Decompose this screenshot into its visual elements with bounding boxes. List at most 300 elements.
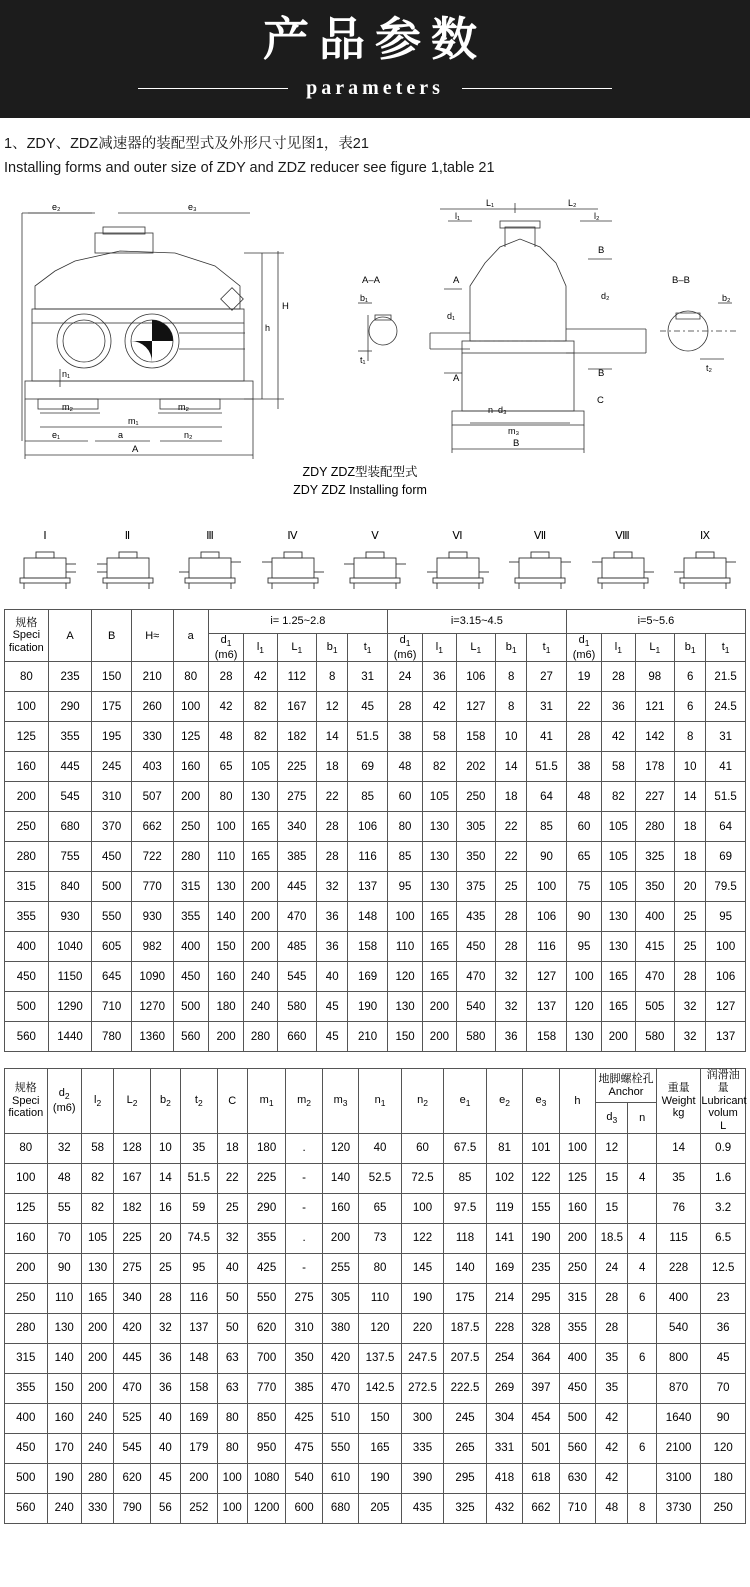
table-cell: 76 bbox=[656, 1193, 701, 1223]
form-label: Ⅸ bbox=[699, 529, 711, 542]
table-cell: 1270 bbox=[131, 992, 173, 1022]
table-cell: 165 bbox=[81, 1283, 113, 1313]
table-cell: 100 bbox=[173, 692, 208, 722]
table-cell: 710 bbox=[92, 992, 132, 1022]
table-cell: 770 bbox=[131, 872, 173, 902]
table-cell: 70 bbox=[701, 1373, 746, 1403]
table-cell: 580 bbox=[456, 1022, 496, 1052]
table-cell: 48 bbox=[387, 752, 422, 782]
table-cell: 41 bbox=[527, 722, 567, 752]
table-cell: 160 bbox=[173, 752, 208, 782]
table-cell: 36 bbox=[317, 932, 348, 962]
table-cell: 340 bbox=[114, 1283, 150, 1313]
form-label: Ⅳ bbox=[287, 529, 298, 542]
table-row bbox=[5, 1373, 746, 1403]
header-specification: 规格 Speci fication bbox=[5, 1069, 48, 1133]
table-cell: 325 bbox=[444, 1493, 487, 1523]
svg-text:h: h bbox=[265, 322, 271, 333]
table-cell: 620 bbox=[114, 1463, 150, 1493]
header-d1-g1: $d_1$ (m6) bbox=[208, 633, 243, 662]
svg-text:m₁: m₁ bbox=[128, 415, 139, 426]
table-cell: 42 bbox=[208, 692, 243, 722]
table-row bbox=[5, 1403, 746, 1433]
row-specification: 500 bbox=[5, 992, 49, 1022]
svg-text:e₁: e₁ bbox=[52, 429, 61, 440]
table-cell: 165 bbox=[244, 842, 277, 872]
table-cell: 15 bbox=[596, 1163, 628, 1193]
table-cell: 52.5 bbox=[359, 1163, 402, 1193]
table-cell: 158 bbox=[181, 1373, 217, 1403]
table-cell: 130 bbox=[208, 872, 243, 902]
table-row bbox=[5, 782, 746, 812]
banner-rule-right bbox=[462, 88, 612, 89]
table-cell: 32 bbox=[47, 1133, 81, 1163]
svg-text:n₂: n₂ bbox=[184, 429, 193, 440]
table-cell: 51.5 bbox=[348, 722, 388, 752]
table-cell: 28 bbox=[208, 662, 243, 692]
dimensions-table-2 bbox=[4, 1068, 746, 1523]
table-cell: 22 bbox=[496, 812, 527, 842]
table-cell: 58 bbox=[423, 722, 456, 752]
header-n2: $n_2$ bbox=[401, 1069, 444, 1133]
table-cell: 1.6 bbox=[701, 1163, 746, 1193]
table-cell: 24.5 bbox=[706, 692, 746, 722]
table-cell: 81 bbox=[486, 1133, 522, 1163]
table2-header-row-1 bbox=[5, 1069, 746, 1103]
table-cell: 545 bbox=[277, 962, 317, 992]
header-t1-g3: $t_1$ bbox=[706, 633, 746, 662]
table-cell: 722 bbox=[131, 842, 173, 872]
table-cell: 65 bbox=[359, 1193, 402, 1223]
table-cell: 130 bbox=[423, 842, 456, 872]
banner-rule-left bbox=[138, 88, 288, 89]
row-specification: 80 bbox=[5, 662, 49, 692]
table-cell: 80 bbox=[217, 1403, 247, 1433]
page-title: 产品参数 bbox=[263, 12, 487, 66]
table-cell: 116 bbox=[181, 1283, 217, 1313]
table-cell bbox=[628, 1133, 656, 1163]
table-cell: 127 bbox=[456, 692, 496, 722]
table-cell: 200 bbox=[244, 932, 277, 962]
table-cell: 1200 bbox=[247, 1493, 285, 1523]
table-row bbox=[5, 902, 746, 932]
svg-text:B–B: B–B bbox=[672, 274, 690, 286]
table-cell: 141 bbox=[486, 1223, 522, 1253]
intro-block bbox=[0, 118, 750, 187]
table-cell: 42 bbox=[244, 662, 277, 692]
table-cell: 470 bbox=[322, 1373, 358, 1403]
table-cell: 25 bbox=[496, 872, 527, 902]
svg-text:L₁: L₁ bbox=[486, 197, 495, 208]
table-row bbox=[5, 842, 746, 872]
row-specification: 315 bbox=[5, 872, 49, 902]
table-cell: 210 bbox=[131, 662, 173, 692]
table-cell: 280 bbox=[635, 812, 675, 842]
table-row bbox=[5, 1223, 746, 1253]
row-specification: 80 bbox=[5, 1133, 48, 1163]
table-row bbox=[5, 872, 746, 902]
table-cell: 69 bbox=[706, 842, 746, 872]
table-cell: 90 bbox=[701, 1403, 746, 1433]
svg-text:H: H bbox=[282, 300, 289, 312]
table-cell: 82 bbox=[81, 1193, 113, 1223]
table-cell: 130 bbox=[81, 1253, 113, 1283]
table-cell: 14 bbox=[675, 782, 706, 812]
table-cell: 82 bbox=[244, 722, 277, 752]
table-cell: - bbox=[286, 1193, 322, 1223]
form-label: Ⅱ bbox=[124, 529, 131, 542]
table-cell: 82 bbox=[81, 1163, 113, 1193]
table-cell: 21.5 bbox=[706, 662, 746, 692]
table-cell: 42 bbox=[602, 722, 635, 752]
group-header-i1: i= 1.25~2.8 bbox=[208, 609, 387, 633]
form-label: Ⅷ bbox=[615, 529, 630, 542]
table-cell: 22 bbox=[566, 692, 601, 722]
table-cell: 40 bbox=[150, 1403, 180, 1433]
figure-caption-en: ZDY ZDZ Installing form bbox=[293, 483, 427, 497]
table-cell: 55 bbox=[47, 1193, 81, 1223]
table-cell: 63 bbox=[217, 1343, 247, 1373]
table-cell: 73 bbox=[359, 1223, 402, 1253]
table-cell: 31 bbox=[527, 692, 567, 722]
table-cell: 304 bbox=[486, 1403, 522, 1433]
table-cell: 51.5 bbox=[706, 782, 746, 812]
table-cell: 140 bbox=[322, 1163, 358, 1193]
table-cell: 187.5 bbox=[444, 1313, 487, 1343]
banner-subtitle: parameters bbox=[306, 76, 444, 99]
table-cell: 445 bbox=[277, 872, 317, 902]
table-cell: 165 bbox=[423, 902, 456, 932]
table-cell: 220 bbox=[401, 1313, 444, 1343]
table-cell: 245 bbox=[92, 752, 132, 782]
table-cell: 165 bbox=[359, 1433, 402, 1463]
table-cell: 3100 bbox=[656, 1463, 701, 1493]
table-cell: 41 bbox=[706, 752, 746, 782]
table-row bbox=[5, 1463, 746, 1493]
table-cell: 280 bbox=[173, 842, 208, 872]
table-cell: 290 bbox=[48, 692, 92, 722]
table-cell: 101 bbox=[523, 1133, 559, 1163]
intro-line-en: Installing forms and outer size of ZDY and ZDZ reducer see figure 1,table 21 bbox=[4, 160, 495, 177]
table-row bbox=[5, 1283, 746, 1313]
table-cell: 870 bbox=[656, 1373, 701, 1403]
table-cell: 14 bbox=[496, 752, 527, 782]
table-cell bbox=[628, 1403, 656, 1433]
header-L2: $L_2$ bbox=[114, 1069, 150, 1133]
installing-form-item bbox=[423, 529, 493, 597]
table-cell: 275 bbox=[277, 782, 317, 812]
table-cell: 182 bbox=[114, 1193, 150, 1223]
header-e3: $e_3$ bbox=[523, 1069, 559, 1133]
table-cell: 106 bbox=[456, 662, 496, 692]
header-d2: $d_2$ (m6) bbox=[47, 1069, 81, 1133]
table-cell: 32 bbox=[675, 1022, 706, 1052]
table-cell: 24 bbox=[387, 662, 422, 692]
table-cell: 97.5 bbox=[444, 1193, 487, 1223]
table-cell: 190 bbox=[523, 1223, 559, 1253]
svg-text:t₂: t₂ bbox=[706, 362, 712, 373]
table-cell: 265 bbox=[444, 1433, 487, 1463]
table-cell: 36 bbox=[317, 902, 348, 932]
table-cell: 420 bbox=[322, 1343, 358, 1373]
table-cell: 235 bbox=[523, 1253, 559, 1283]
table-row bbox=[5, 722, 746, 752]
table-row bbox=[5, 1433, 746, 1463]
table-cell: 148 bbox=[348, 902, 388, 932]
table-cell: 125 bbox=[559, 1163, 595, 1193]
table-cell: 142 bbox=[635, 722, 675, 752]
table-row bbox=[5, 932, 746, 962]
table-cell: 500 bbox=[173, 992, 208, 1022]
svg-text:L₂: L₂ bbox=[568, 197, 577, 208]
installing-forms-strip bbox=[0, 521, 750, 609]
table-cell: 330 bbox=[131, 722, 173, 752]
table-cell: 67.5 bbox=[444, 1133, 487, 1163]
table-cell: 228 bbox=[486, 1313, 522, 1343]
table-cell: 150 bbox=[47, 1373, 81, 1403]
table-cell: 137 bbox=[527, 992, 567, 1022]
table-cell: 550 bbox=[322, 1433, 358, 1463]
table-cell: 105 bbox=[244, 752, 277, 782]
table-cell: 300 bbox=[401, 1403, 444, 1433]
table-cell: 140 bbox=[444, 1253, 487, 1283]
table-cell: 31 bbox=[706, 722, 746, 752]
header-b1-g1: $b_1$ bbox=[317, 633, 348, 662]
table-cell: 662 bbox=[131, 812, 173, 842]
table-cell: 42 bbox=[423, 692, 456, 722]
table-cell: 42 bbox=[596, 1433, 628, 1463]
table-cell: 90 bbox=[566, 902, 601, 932]
table-cell: 240 bbox=[81, 1433, 113, 1463]
svg-text:B: B bbox=[598, 367, 605, 379]
table-cell: 250 bbox=[701, 1493, 746, 1523]
table-cell: 82 bbox=[244, 692, 277, 722]
table-cell: 445 bbox=[114, 1343, 150, 1373]
table-cell: 418 bbox=[486, 1463, 522, 1493]
table-cell: - bbox=[286, 1253, 322, 1283]
table-cell: 580 bbox=[277, 992, 317, 1022]
table-cell: 8 bbox=[628, 1493, 656, 1523]
table-cell: 95 bbox=[566, 932, 601, 962]
table-cell: 95 bbox=[387, 872, 422, 902]
svg-text:l₂: l₂ bbox=[594, 210, 600, 221]
table-cell: 160 bbox=[322, 1193, 358, 1223]
row-specification: 125 bbox=[5, 1193, 48, 1223]
row-specification: 355 bbox=[5, 902, 49, 932]
row-specification: 100 bbox=[5, 692, 49, 722]
table-cell: 36 bbox=[602, 692, 635, 722]
table-cell: 330 bbox=[81, 1493, 113, 1523]
table-cell: 165 bbox=[423, 932, 456, 962]
table-cell: 167 bbox=[277, 692, 317, 722]
table-cell: 48 bbox=[596, 1493, 628, 1523]
table-cell: 35 bbox=[656, 1163, 701, 1193]
table-cell: 45 bbox=[317, 992, 348, 1022]
table-cell: 200 bbox=[559, 1223, 595, 1253]
table-cell bbox=[628, 1313, 656, 1343]
header-d1-g3: $d_1$ (m6) bbox=[566, 633, 601, 662]
table-cell: 120 bbox=[701, 1433, 746, 1463]
table-cell: 18 bbox=[675, 842, 706, 872]
table-cell: 35 bbox=[181, 1133, 217, 1163]
row-specification: 500 bbox=[5, 1463, 48, 1493]
table-cell: 247.5 bbox=[401, 1343, 444, 1373]
table-cell: 15 bbox=[596, 1193, 628, 1223]
table-cell: 450 bbox=[456, 932, 496, 962]
table-cell: 110 bbox=[359, 1283, 402, 1313]
table-cell: 680 bbox=[48, 812, 92, 842]
table-cell: 160 bbox=[47, 1403, 81, 1433]
table-cell: 190 bbox=[47, 1463, 81, 1493]
table-cell: 100 bbox=[401, 1193, 444, 1223]
table-cell: 400 bbox=[635, 902, 675, 932]
table-cell: 169 bbox=[348, 962, 388, 992]
svg-text:A–A: A–A bbox=[362, 274, 380, 286]
header-t1-g2: $t_1$ bbox=[527, 633, 567, 662]
table-cell: 120 bbox=[322, 1133, 358, 1163]
table-cell: 397 bbox=[523, 1373, 559, 1403]
table-cell: 28 bbox=[566, 722, 601, 752]
table-cell: 20 bbox=[150, 1223, 180, 1253]
table-cell: . bbox=[286, 1133, 322, 1163]
table-cell bbox=[628, 1193, 656, 1223]
table-cell: 25 bbox=[675, 932, 706, 962]
table-cell: 85 bbox=[527, 812, 567, 842]
table-cell: 115 bbox=[656, 1223, 701, 1253]
table-cell: 64 bbox=[527, 782, 567, 812]
table-cell: 72.5 bbox=[401, 1163, 444, 1193]
table-cell: 710 bbox=[559, 1493, 595, 1523]
svg-text:A: A bbox=[132, 443, 139, 455]
table-cell: 620 bbox=[247, 1313, 285, 1343]
table-cell: 510 bbox=[322, 1403, 358, 1433]
table-cell: 8 bbox=[496, 662, 527, 692]
table-cell: 295 bbox=[444, 1463, 487, 1493]
table-cell: 40 bbox=[217, 1253, 247, 1283]
table-cell: 175 bbox=[92, 692, 132, 722]
table-cell: 50 bbox=[217, 1283, 247, 1313]
table-cell: 200 bbox=[423, 992, 456, 1022]
header-l2: $l_2$ bbox=[81, 1069, 113, 1133]
table-cell: 110 bbox=[208, 842, 243, 872]
header-l1-g3: $l_1$ bbox=[602, 633, 635, 662]
table-cell: . bbox=[286, 1223, 322, 1253]
table-cell: 105 bbox=[602, 842, 635, 872]
table-cell: 165 bbox=[244, 812, 277, 842]
svg-text:d₂: d₂ bbox=[601, 290, 610, 301]
table-cell: 240 bbox=[47, 1493, 81, 1523]
header-e2: $e_2$ bbox=[486, 1069, 522, 1133]
table-cell: 950 bbox=[247, 1433, 285, 1463]
table-cell: 2100 bbox=[656, 1433, 701, 1463]
table-cell: 450 bbox=[92, 842, 132, 872]
page-banner bbox=[0, 0, 750, 118]
table-cell: 540 bbox=[286, 1463, 322, 1493]
table-cell: 850 bbox=[247, 1403, 285, 1433]
table-cell: 605 bbox=[92, 932, 132, 962]
table-cell: 214 bbox=[486, 1283, 522, 1313]
table-cell: 10 bbox=[496, 722, 527, 752]
table-cell: 1440 bbox=[48, 1022, 92, 1052]
header-l1-g2: $l_1$ bbox=[423, 633, 456, 662]
table-cell: 6 bbox=[675, 662, 706, 692]
figure-area bbox=[0, 191, 750, 521]
table-cell: 140 bbox=[47, 1343, 81, 1373]
table-row bbox=[5, 962, 746, 992]
table-cell: 500 bbox=[559, 1403, 595, 1433]
table-cell: 170 bbox=[47, 1433, 81, 1463]
table-cell: 315 bbox=[559, 1283, 595, 1313]
table-cell: 630 bbox=[559, 1463, 595, 1493]
table-cell: 100 bbox=[706, 932, 746, 962]
header-d3: $d_3$ bbox=[596, 1103, 628, 1134]
table-cell bbox=[628, 1373, 656, 1403]
table-cell: 95 bbox=[181, 1253, 217, 1283]
table-cell: 51.5 bbox=[181, 1163, 217, 1193]
table-cell: 445 bbox=[48, 752, 92, 782]
table-cell: 18.5 bbox=[596, 1223, 628, 1253]
table-cell: 169 bbox=[486, 1253, 522, 1283]
table-cell: 660 bbox=[277, 1022, 317, 1052]
table-cell: 130 bbox=[602, 932, 635, 962]
header-L1-g2: $L_1$ bbox=[456, 633, 496, 662]
group-header-i3: i=5~5.6 bbox=[566, 609, 745, 633]
table-cell: 180 bbox=[701, 1463, 746, 1493]
table-cell: 45 bbox=[150, 1463, 180, 1493]
header-h: h bbox=[559, 1069, 595, 1133]
table-cell: 28 bbox=[150, 1283, 180, 1313]
table-cell: 80 bbox=[359, 1253, 402, 1283]
table-cell: 435 bbox=[401, 1493, 444, 1523]
table-cell: 118 bbox=[444, 1223, 487, 1253]
table-cell: 90 bbox=[47, 1253, 81, 1283]
dimensions-table-1 bbox=[4, 609, 746, 1053]
table-cell: 225 bbox=[247, 1163, 285, 1193]
table-cell: 14 bbox=[150, 1163, 180, 1193]
table-cell: 120 bbox=[359, 1313, 402, 1343]
table-cell: 550 bbox=[92, 902, 132, 932]
table-cell: 130 bbox=[423, 872, 456, 902]
installing-form-item bbox=[505, 529, 575, 597]
reducer-drawing bbox=[0, 191, 750, 491]
form-label: Ⅶ bbox=[533, 529, 547, 542]
svg-text:A: A bbox=[453, 274, 460, 286]
table-cell: 545 bbox=[114, 1433, 150, 1463]
svg-text:A: A bbox=[453, 372, 460, 384]
svg-text:t₁: t₁ bbox=[360, 354, 366, 365]
table-cell: 205 bbox=[359, 1493, 402, 1523]
table-cell: 28 bbox=[317, 812, 348, 842]
header-b2: $b_2$ bbox=[150, 1069, 180, 1133]
header-e1: $e_1$ bbox=[444, 1069, 487, 1133]
table-cell: 420 bbox=[114, 1313, 150, 1343]
table-cell: 16 bbox=[150, 1193, 180, 1223]
table-cell: 200 bbox=[322, 1223, 358, 1253]
row-specification: 450 bbox=[5, 962, 49, 992]
table-cell: 130 bbox=[423, 812, 456, 842]
header-n: n bbox=[628, 1103, 656, 1134]
svg-text:n–d₃: n–d₃ bbox=[488, 404, 507, 415]
table-cell: 32 bbox=[675, 992, 706, 1022]
table-cell: 48 bbox=[566, 782, 601, 812]
header-t1-g1: $t_1$ bbox=[348, 633, 388, 662]
table-cell: 110 bbox=[387, 932, 422, 962]
table-row bbox=[5, 1163, 746, 1193]
table-cell: 3.2 bbox=[701, 1193, 746, 1223]
table-cell: 122 bbox=[523, 1163, 559, 1193]
header-a: a bbox=[173, 609, 208, 662]
table-cell: 240 bbox=[81, 1403, 113, 1433]
